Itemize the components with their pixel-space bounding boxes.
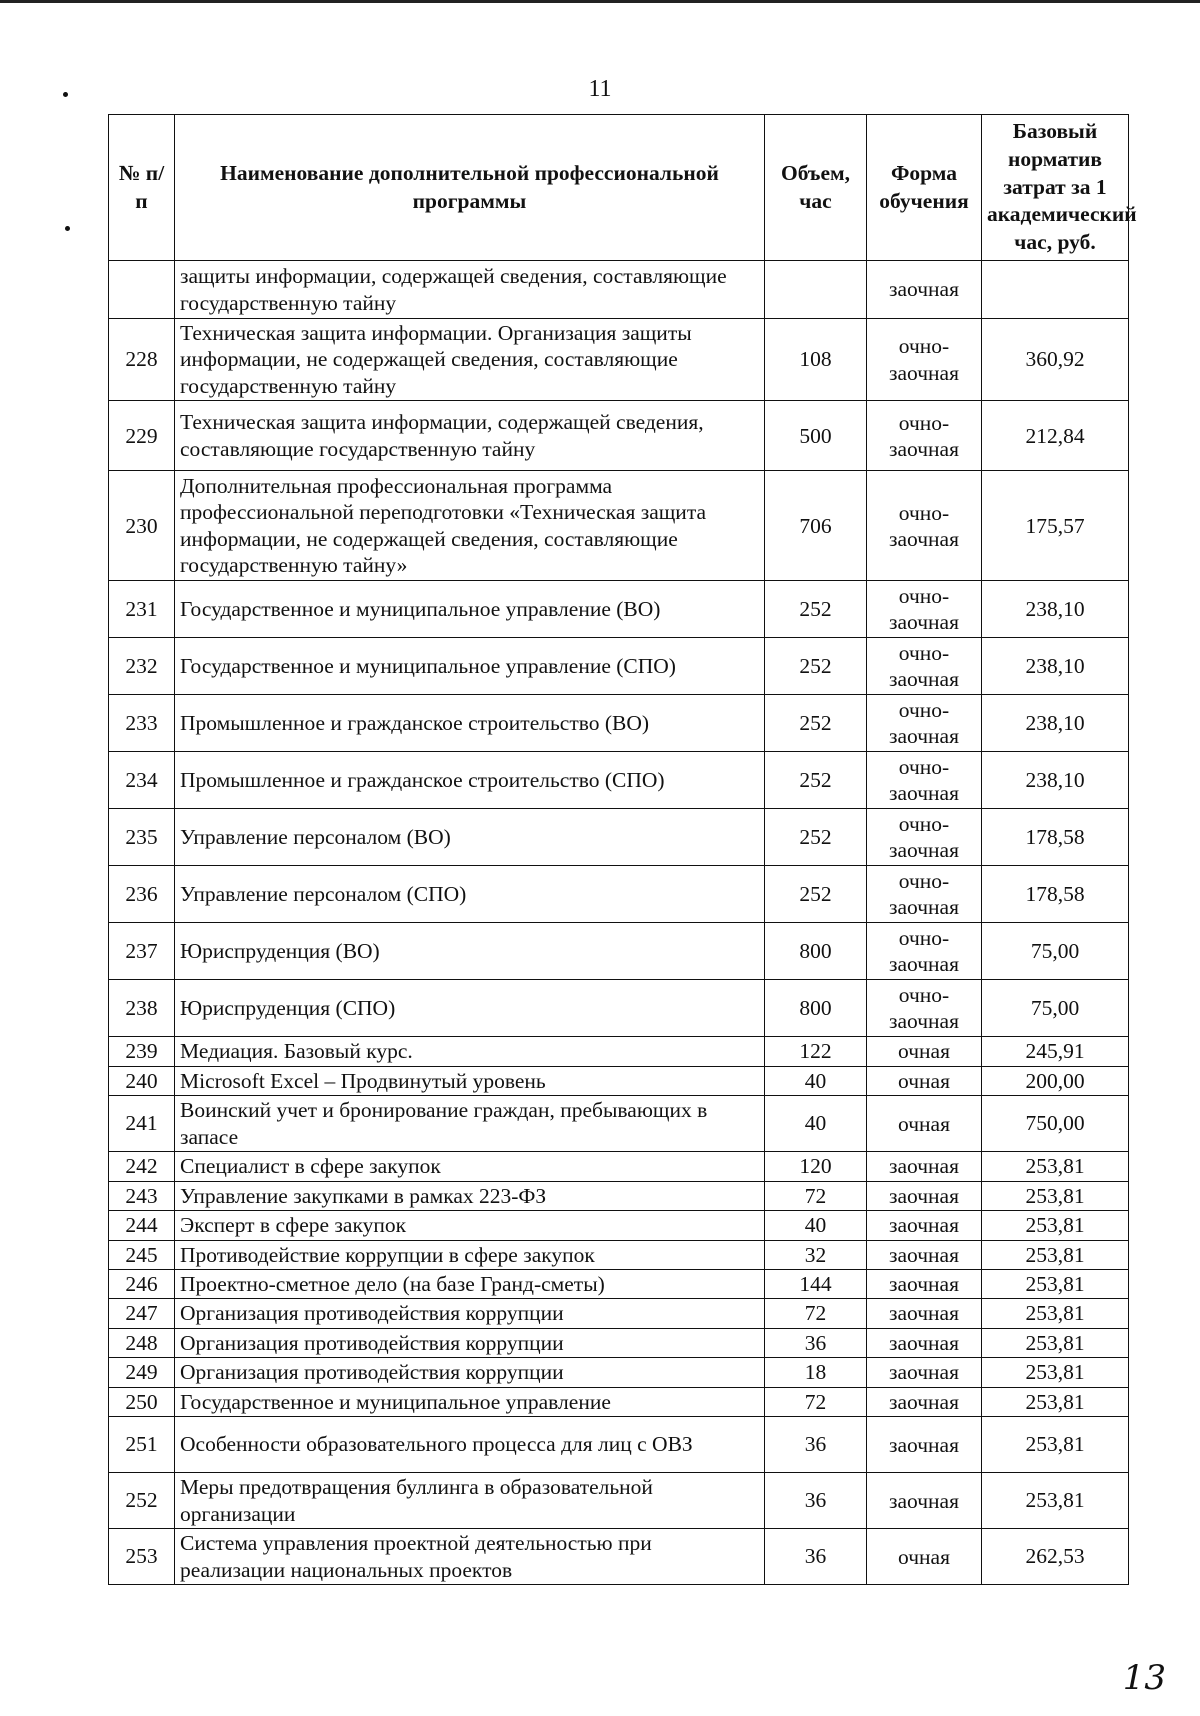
- cost-value: [982, 261, 1129, 319]
- programs-table: [108, 114, 1137, 1585]
- hours-value: 252: [765, 752, 867, 809]
- row-number: 252: [109, 1473, 175, 1529]
- study-form: очно-заочная: [867, 471, 982, 581]
- row-number: 241: [109, 1096, 175, 1152]
- cost-value: 238,10: [982, 638, 1129, 695]
- hours-value: 800: [765, 923, 867, 980]
- hours-value: 108: [765, 319, 867, 401]
- table-row: [109, 1529, 1129, 1585]
- cost-value: 253,81: [982, 1328, 1129, 1357]
- hours-value: 252: [765, 581, 867, 638]
- row-number: 230: [109, 471, 175, 581]
- table-row: [109, 1211, 1129, 1240]
- cost-value: 253,81: [982, 1473, 1129, 1529]
- cost-value: 253,81: [982, 1211, 1129, 1240]
- program-name: Microsoft Excel – Продвинутый уровень: [175, 1066, 765, 1095]
- cost-value: 178,58: [982, 866, 1129, 923]
- hours-value: 40: [765, 1211, 867, 1240]
- hours-value: 72: [765, 1181, 867, 1210]
- table-row: [109, 1269, 1129, 1298]
- cost-value: 262,53: [982, 1529, 1129, 1585]
- table-row: [109, 923, 1129, 980]
- table-row: [109, 638, 1129, 695]
- row-number: 243: [109, 1181, 175, 1210]
- cost-value: 253,81: [982, 1387, 1129, 1416]
- table-row: [109, 581, 1129, 638]
- study-form: очно-заочная: [867, 866, 982, 923]
- handwritten-page-number: 13: [1122, 1658, 1166, 1698]
- row-number: 247: [109, 1299, 175, 1328]
- row-number: 235: [109, 809, 175, 866]
- table-row: [109, 261, 1129, 319]
- table-row: [109, 1358, 1129, 1387]
- row-number: 238: [109, 980, 175, 1037]
- cost-value: 200,00: [982, 1066, 1129, 1095]
- row-number: 228: [109, 319, 175, 401]
- header-cost: Базовый норматив затрат за 1 академический час, руб.: [982, 115, 1129, 261]
- table-header-row: [109, 115, 1129, 261]
- table-row: [109, 319, 1129, 401]
- hours-value: 120: [765, 1152, 867, 1181]
- row-number: 233: [109, 695, 175, 752]
- program-name: защиты информации, содержащей сведения, составляющие государственную тайну: [175, 261, 765, 319]
- study-form: очно-заочная: [867, 923, 982, 980]
- study-form: очно-заочная: [867, 319, 982, 401]
- study-form: заочная: [867, 1269, 982, 1298]
- cost-value: 253,81: [982, 1240, 1129, 1269]
- scan-top-border: [0, 0, 1200, 3]
- hours-value: 252: [765, 809, 867, 866]
- program-name: Меры предотвращения буллинга в образовательной организации: [175, 1473, 765, 1529]
- header-form: Форма обучения: [867, 115, 982, 261]
- cost-value: 750,00: [982, 1096, 1129, 1152]
- program-name: Воинский учет и бронирование граждан, пребывающих в запасе: [175, 1096, 765, 1152]
- program-name: Юриспруденция (ВО): [175, 923, 765, 980]
- study-form: заочная: [867, 1181, 982, 1210]
- study-form: очная: [867, 1066, 982, 1095]
- row-number: 237: [109, 923, 175, 980]
- cost-value: 253,81: [982, 1299, 1129, 1328]
- hours-value: 40: [765, 1066, 867, 1095]
- study-form: очно-заочная: [867, 809, 982, 866]
- program-name: Медиация. Базовый курс.: [175, 1037, 765, 1066]
- row-number: 245: [109, 1240, 175, 1269]
- row-number: 234: [109, 752, 175, 809]
- row-number: 236: [109, 866, 175, 923]
- row-number: 239: [109, 1037, 175, 1066]
- program-name: Эксперт в сфере закупок: [175, 1211, 765, 1240]
- hours-value: 252: [765, 695, 867, 752]
- study-form: заочная: [867, 261, 982, 319]
- hours-value: 36: [765, 1417, 867, 1473]
- cost-value: 178,58: [982, 809, 1129, 866]
- row-number: 250: [109, 1387, 175, 1416]
- hours-value: 252: [765, 866, 867, 923]
- hours-value: 72: [765, 1387, 867, 1416]
- hours-value: 36: [765, 1529, 867, 1585]
- table-row: [109, 752, 1129, 809]
- row-number: 246: [109, 1269, 175, 1298]
- program-name: Организация противодействия коррупции: [175, 1358, 765, 1387]
- table-row: [109, 1096, 1129, 1152]
- row-number: 253: [109, 1529, 175, 1585]
- program-name: Управление закупками в рамках 223-ФЗ: [175, 1181, 765, 1210]
- program-name: Организация противодействия коррупции: [175, 1328, 765, 1357]
- program-name: Техническая защита информации, содержащей сведения, составляющие государственную тайну: [175, 401, 765, 471]
- cost-value: 212,84: [982, 401, 1129, 471]
- study-form: очно-заочная: [867, 695, 982, 752]
- study-form: заочная: [867, 1240, 982, 1269]
- cost-value: 253,81: [982, 1152, 1129, 1181]
- table-row: [109, 1066, 1129, 1095]
- program-name: Специалист в сфере закупок: [175, 1152, 765, 1181]
- hours-value: 144: [765, 1269, 867, 1298]
- cost-value: 253,81: [982, 1417, 1129, 1473]
- cost-value: 253,81: [982, 1358, 1129, 1387]
- program-name: Управление персоналом (ВО): [175, 809, 765, 866]
- study-form: очная: [867, 1529, 982, 1585]
- hours-value: 500: [765, 401, 867, 471]
- cost-value: 75,00: [982, 980, 1129, 1037]
- table-row: [109, 1328, 1129, 1357]
- study-form: очно-заочная: [867, 752, 982, 809]
- cost-value: 238,10: [982, 695, 1129, 752]
- row-number: 249: [109, 1358, 175, 1387]
- program-name: Управление персоналом (СПО): [175, 866, 765, 923]
- cost-value: 253,81: [982, 1181, 1129, 1210]
- hours-value: [765, 261, 867, 319]
- table-row: [109, 809, 1129, 866]
- header-name: Наименование дополнительной профессиональной программы: [175, 115, 765, 261]
- study-form: очно-заочная: [867, 638, 982, 695]
- study-form: очно-заочная: [867, 581, 982, 638]
- row-number: 244: [109, 1211, 175, 1240]
- cost-value: 75,00: [982, 923, 1129, 980]
- table-row: [109, 695, 1129, 752]
- program-name: Дополнительная профессиональная программа профессиональной переподготовки «Техническая защита информации, не содержащей сведения, составляющие государственную тайну»: [175, 471, 765, 581]
- table-row: [109, 401, 1129, 471]
- page-number: 11: [588, 76, 612, 102]
- cost-value: 238,10: [982, 581, 1129, 638]
- cost-value: 175,57: [982, 471, 1129, 581]
- study-form: очно-заочная: [867, 980, 982, 1037]
- study-form: заочная: [867, 1387, 982, 1416]
- study-form: заочная: [867, 1473, 982, 1529]
- table-row: [109, 1417, 1129, 1473]
- program-name: Государственное и муниципальное управление (СПО): [175, 638, 765, 695]
- program-name: Особенности образовательного процесса для лиц с ОВЗ: [175, 1417, 765, 1473]
- cost-value: 238,10: [982, 752, 1129, 809]
- row-number: 242: [109, 1152, 175, 1181]
- program-name: Юриспруденция (СПО): [175, 980, 765, 1037]
- study-form: заочная: [867, 1211, 982, 1240]
- program-name: Промышленное и гражданское строительство (СПО): [175, 752, 765, 809]
- hours-value: 800: [765, 980, 867, 1037]
- table-row: [109, 1037, 1129, 1066]
- study-form: заочная: [867, 1152, 982, 1181]
- row-number: 231: [109, 581, 175, 638]
- table-row: [109, 1240, 1129, 1269]
- table-row: [109, 980, 1129, 1037]
- table-row: [109, 1299, 1129, 1328]
- hours-value: 32: [765, 1240, 867, 1269]
- hours-value: 18: [765, 1358, 867, 1387]
- program-name: Промышленное и гражданское строительство (ВО): [175, 695, 765, 752]
- row-number: 240: [109, 1066, 175, 1095]
- row-number: 232: [109, 638, 175, 695]
- cost-value: 360,92: [982, 319, 1129, 401]
- hours-value: 122: [765, 1037, 867, 1066]
- cost-value: 245,91: [982, 1037, 1129, 1066]
- table-row: [109, 1387, 1129, 1416]
- row-number: 251: [109, 1417, 175, 1473]
- study-form: заочная: [867, 1358, 982, 1387]
- cost-value: 253,81: [982, 1269, 1129, 1298]
- scan-speck: [65, 226, 70, 231]
- table-body: [109, 261, 1129, 1585]
- study-form: заочная: [867, 1328, 982, 1357]
- row-number: 248: [109, 1328, 175, 1357]
- study-form: очная: [867, 1037, 982, 1066]
- program-name: Техническая защита информации. Организация защиты информации, не содержащей сведения, составляющие государственную тайну: [175, 319, 765, 401]
- row-number: 229: [109, 401, 175, 471]
- hours-value: 706: [765, 471, 867, 581]
- header-hours: Объем, час: [765, 115, 867, 261]
- study-form: очно-заочная: [867, 401, 982, 471]
- table-row: [109, 471, 1129, 581]
- table-row: [109, 866, 1129, 923]
- study-form: заочная: [867, 1417, 982, 1473]
- row-number: [109, 261, 175, 319]
- header-num: № п/п: [109, 115, 175, 261]
- hours-value: 72: [765, 1299, 867, 1328]
- hours-value: 36: [765, 1328, 867, 1357]
- program-name: Государственное и муниципальное управление: [175, 1387, 765, 1416]
- hours-value: 36: [765, 1473, 867, 1529]
- program-name: Проектно-сметное дело (на базе Гранд-сметы): [175, 1269, 765, 1298]
- table-row: [109, 1181, 1129, 1210]
- study-form: очная: [867, 1096, 982, 1152]
- hours-value: 40: [765, 1096, 867, 1152]
- table-row: [109, 1473, 1129, 1529]
- hours-value: 252: [765, 638, 867, 695]
- study-form: заочная: [867, 1299, 982, 1328]
- program-name: Организация противодействия коррупции: [175, 1299, 765, 1328]
- program-name: Противодействие коррупции в сфере закупок: [175, 1240, 765, 1269]
- program-name: Государственное и муниципальное управление (ВО): [175, 581, 765, 638]
- table-row: [109, 1152, 1129, 1181]
- program-name: Система управления проектной деятельностью при реализации национальных проектов: [175, 1529, 765, 1585]
